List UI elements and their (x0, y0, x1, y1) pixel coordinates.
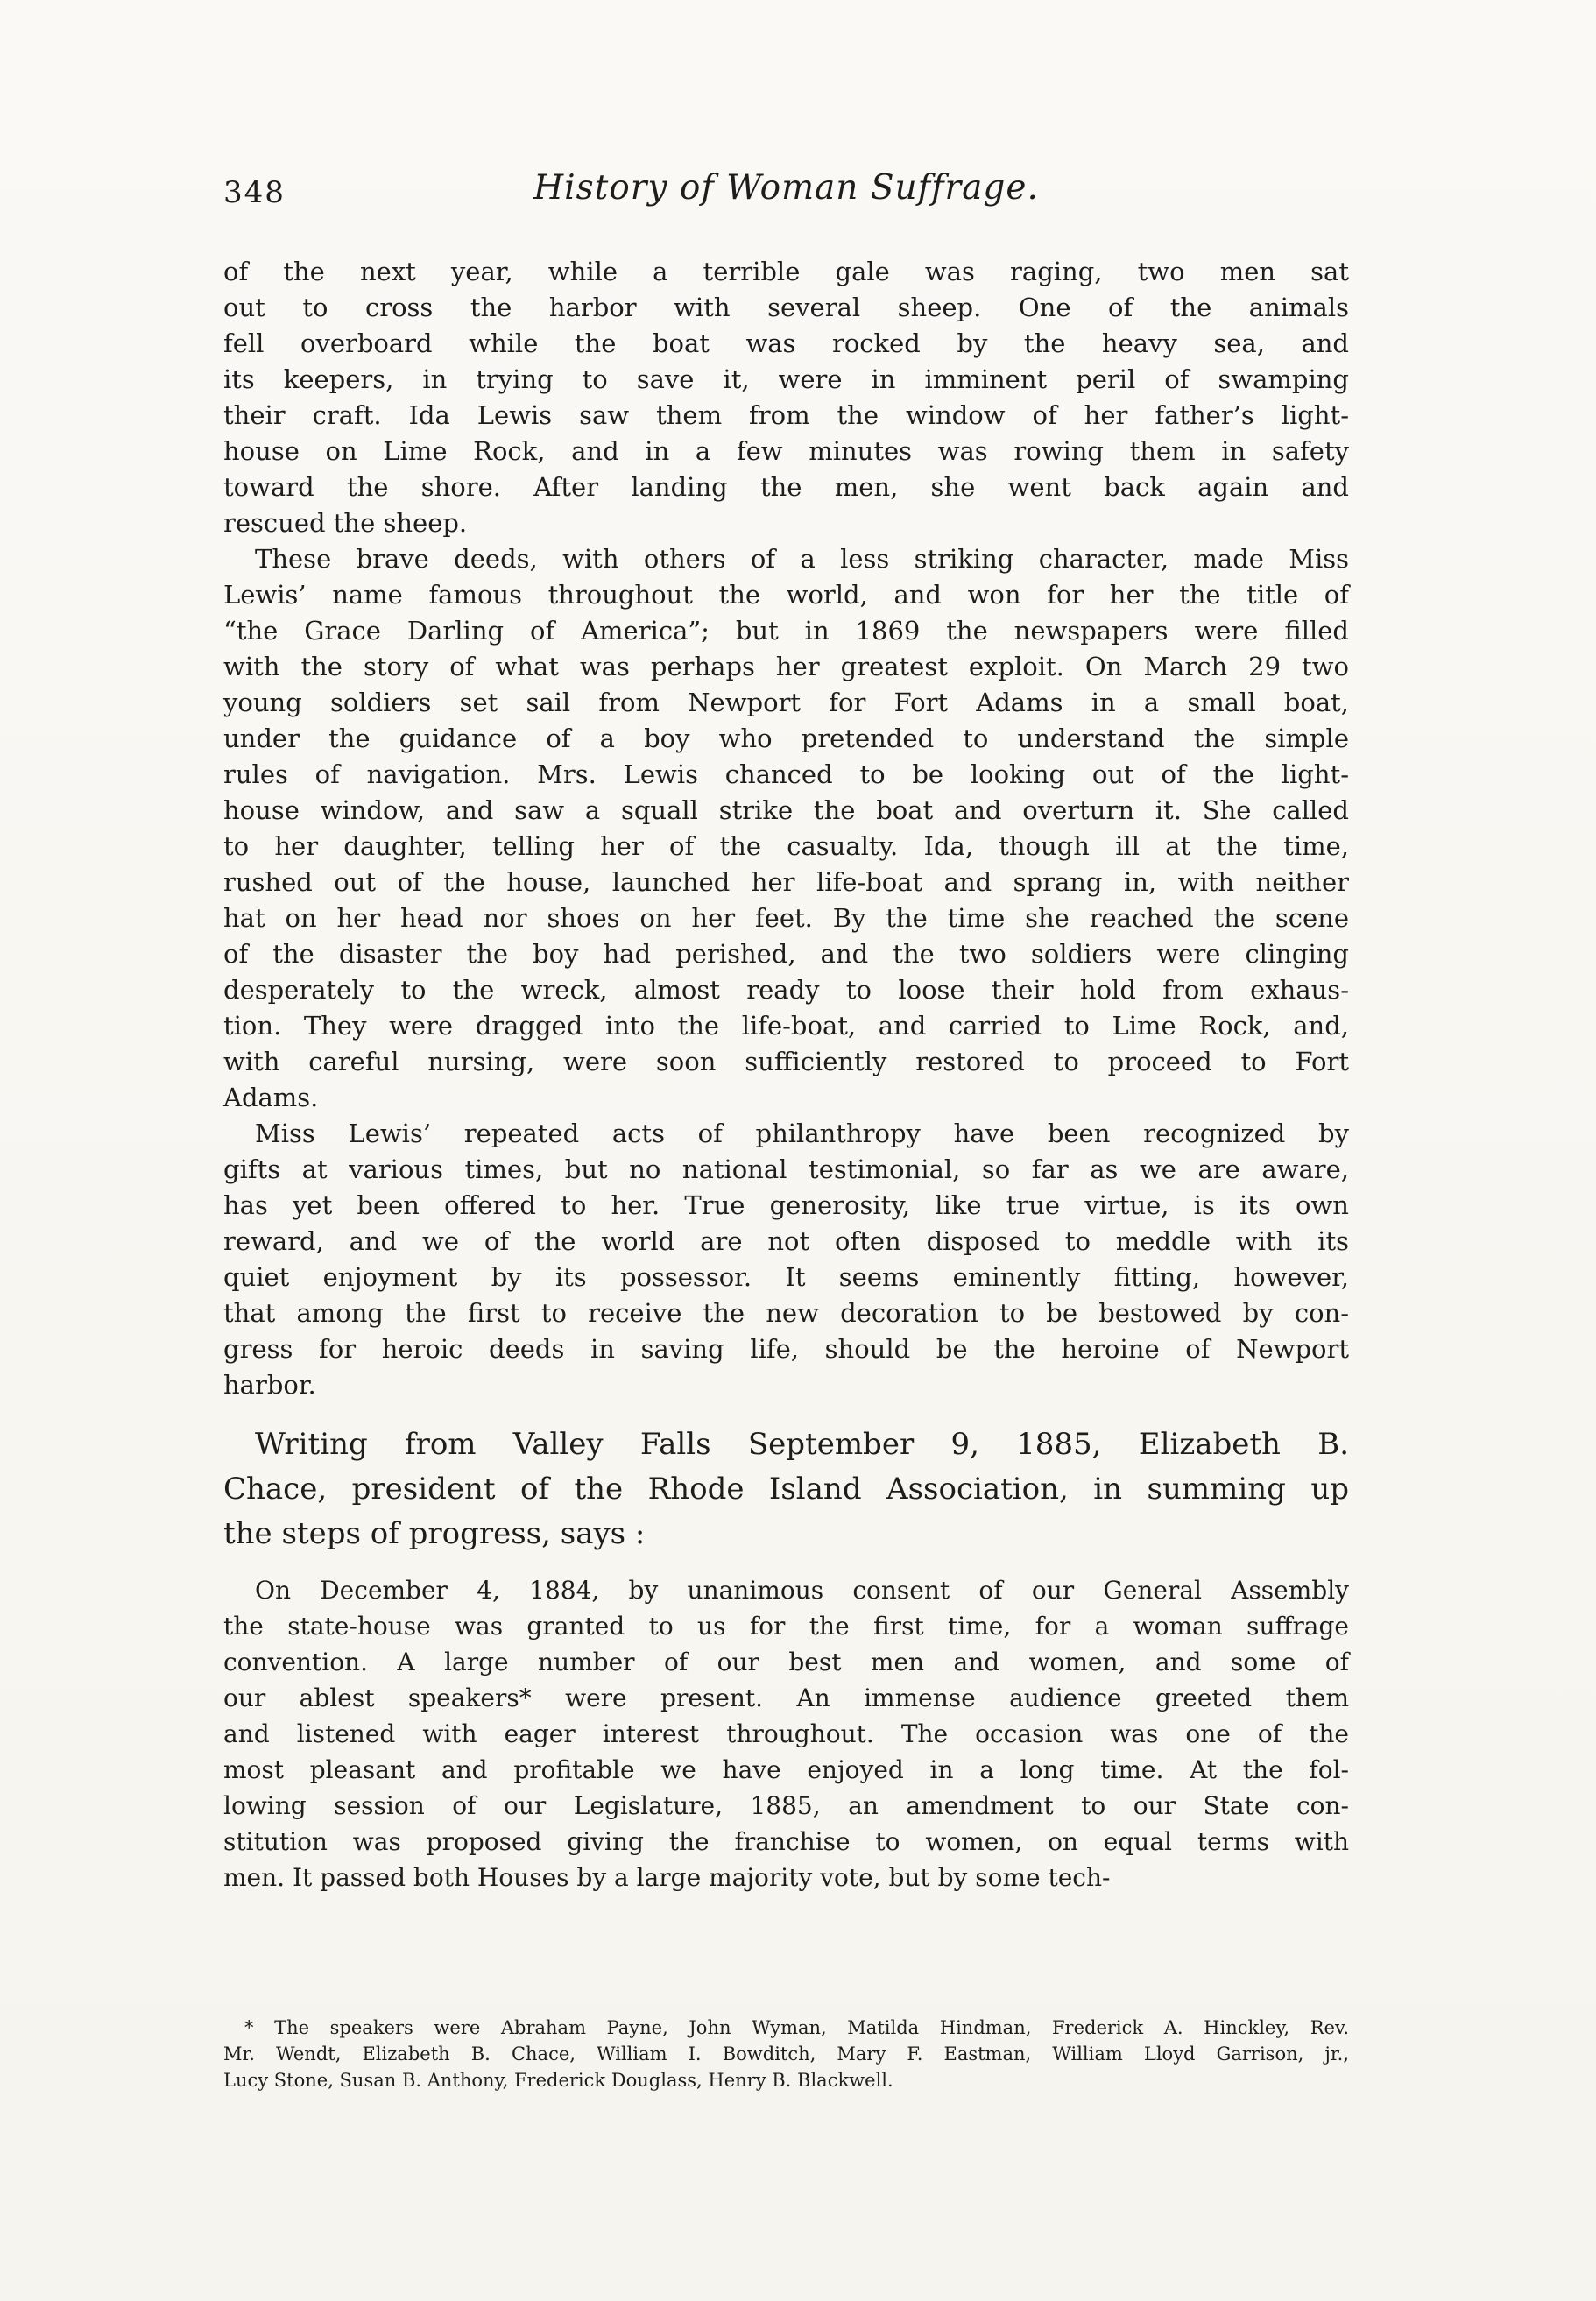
text-line: rules of navigation. Mrs. Lewis chanced to be looking out of the light- (223, 759, 1349, 789)
text-line: our ablest speakers* were present. An immense audience greeted them (223, 1683, 1349, 1712)
page-content (223, 254, 1349, 1895)
text-line: Adams. (223, 1083, 319, 1112)
text-line: * The speakers were Abraham Payne, John Wyman, Matilda Hindman, Frederick A. Hinckley, Rev. (244, 2017, 1349, 2038)
text-line: young soldiers set sail from Newport for Fort Adams in a small boat, (223, 688, 1349, 717)
text-line: stitution was proposed giving the franchise to women, on equal terms with (223, 1827, 1349, 1856)
text-line: harbor. (223, 1370, 316, 1400)
text-line: reward, and we of the world are not often disposed to meddle with its (223, 1226, 1349, 1256)
text-line: house window, and saw a squall strike the boat and overturn it. She called (223, 795, 1349, 825)
text-line: lowing session of our Legislature, 1885, an amendment to our State con- (223, 1791, 1349, 1820)
text-line: Miss Lewis’ repeated acts of philanthropy have been recognized by (255, 1119, 1349, 1148)
paragraph (223, 1422, 1349, 1556)
text-line: Lewis’ name famous throughout the world, and won for her the title of (223, 580, 1349, 610)
text-line: the steps of progress, says : (223, 1516, 646, 1551)
text-line: fell overboard while the boat was rocked by the heavy sea, and (223, 328, 1349, 358)
text-line: convention. A large number of our best men and women, and some of (223, 1648, 1349, 1676)
text-line: desperately to the wreck, almost ready to loose their hold from exhaus- (223, 975, 1349, 1005)
text-line: hat on her head nor shoes on her feet. By the time she reached the scene (223, 903, 1349, 933)
text-line: Lucy Stone, Susan B. Anthony, Frederick Douglass, Henry B. Blackwell. (223, 2070, 893, 2091)
text-line: of the disaster the boy had perished, and the two soldiers were clinging (223, 939, 1349, 969)
paragraph (223, 1572, 1349, 1895)
text-line: toward the shore. After landing the men, she went back again and (223, 472, 1349, 502)
paragraph (223, 254, 1349, 541)
page-header (223, 168, 1349, 221)
text-line: with the story of what was perhaps her greatest exploit. On March 29 two (223, 652, 1349, 681)
text-line: most pleasant and profitable we have enjoyed in a long time. At the fol- (223, 1755, 1349, 1784)
text-line: gifts at various times, but no national testimonial, so far as we are aware, (223, 1154, 1349, 1184)
page-title: History of Woman Suffrage. (533, 168, 1039, 208)
text-line: with careful nursing, were soon sufficiently restored to proceed to Fort (223, 1047, 1349, 1076)
page-number: 348 (223, 175, 286, 210)
text-line: of the next year, while a terrible gale was raging, two men sat (223, 257, 1349, 286)
text-line: tion. They were dragged into the life-boat, and carried to Lime Rock, and, (223, 1011, 1349, 1041)
text-line: Chace, president of the Rhode Island Association, in summing up (223, 1472, 1349, 1507)
text-line: Writing from Valley Falls September 9, 1885, Elizabeth B. (255, 1427, 1349, 1462)
text-line: gress for heroic deeds in saving life, should be the heroine of Newport (223, 1334, 1349, 1364)
text-line: quiet enjoyment by its possessor. It seems eminently fitting, however, (223, 1262, 1349, 1292)
text-line: out to cross the harbor with several sheep. One of the animals (223, 293, 1349, 322)
text-line: and listened with eager interest throughout. The occasion was one of the (223, 1719, 1349, 1748)
text-line: rushed out of the house, launched her life-boat and sprang in, with neither (223, 867, 1349, 897)
text-line: “the Grace Darling of America”; but in 1869 the newspapers were filled (223, 616, 1349, 646)
text-line: Mr. Wendt, Elizabeth B. Chace, William I. Bowditch, Mary F. Eastman, William Lloyd Garrison, jr., (223, 2043, 1349, 2065)
text-line: house on Lime Rock, and in a few minutes was rowing them in safety (223, 436, 1349, 466)
text-line: These brave deeds, with others of a less striking character, made Miss (255, 544, 1349, 574)
text-line: rescued the sheep. (223, 508, 468, 538)
text-line: men. It passed both Houses by a large majority vote, but by some tech- (223, 1863, 1111, 1892)
text-line: has yet been offered to her. True generosity, like true virtue, is its own (223, 1190, 1349, 1220)
text-line: On December 4, 1884, by unanimous consent of our General Assembly (255, 1576, 1349, 1605)
paragraph (223, 541, 1349, 1116)
text-line: that among the first to receive the new decoration to be bestowed by con- (223, 1298, 1349, 1328)
footnote (223, 2015, 1349, 2093)
text-line: the state-house was granted to us for the first time, for a woman suffrage (223, 1612, 1349, 1641)
text-line: under the guidance of a boy who pretended to understand the simple (223, 723, 1349, 753)
text-line: its keepers, in trying to save it, were in imminent peril of swamping (223, 364, 1349, 394)
text-line: to her daughter, telling her of the casualty. Ida, though ill at the time, (223, 831, 1349, 861)
paragraph (223, 1116, 1349, 1403)
text-line: their craft. Ida Lewis saw them from the window of her father’s light- (223, 400, 1349, 430)
